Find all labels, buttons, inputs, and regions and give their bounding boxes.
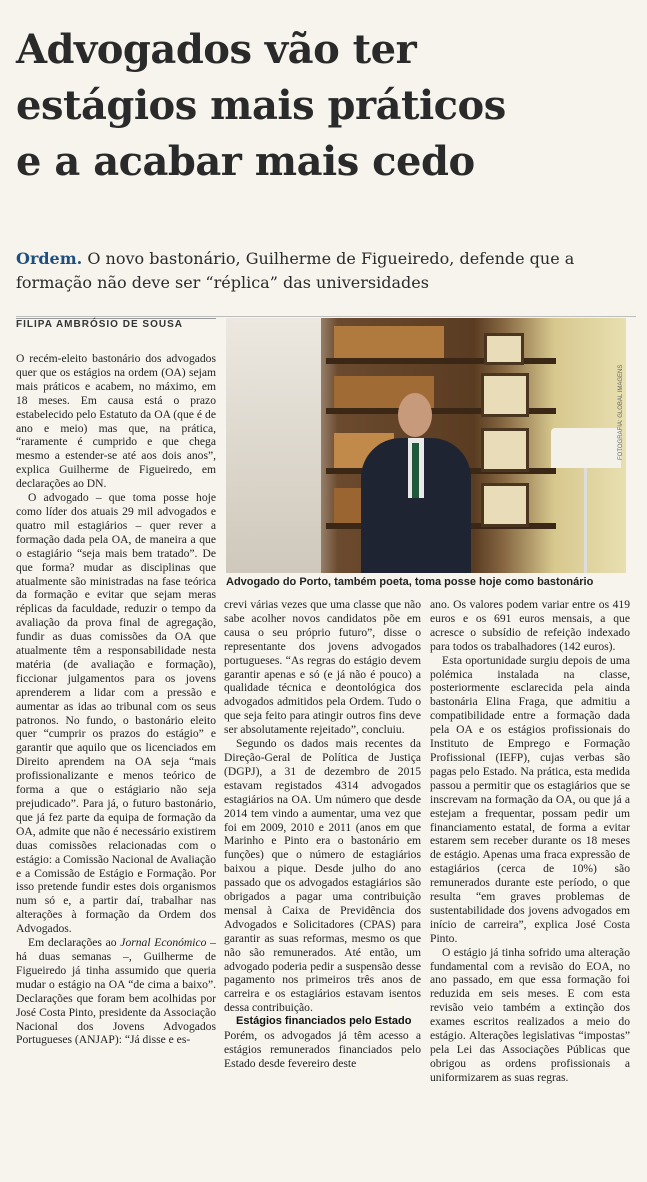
paragraph: O advogado – que toma posse hoje como líder dos atuais 29 mil advogados e quatro mil estagiários – quer rever a formação dada pela OA, de maneira a que o estagiário “seja mais bem tratado”. De que forma? mudar as disciplinas que atualmente são ministradas na fase teórica da formação e evitar que sejam meras réplicas da faculdade, reduzir o tempo da avaliação da prova final de agregação, fundir as duas comissões da OA que atualmente têm a responsabilidade nesta matéria (de avaliação e formação), ficcionar julgamentos para os jovens aprenderem a lidar com a pressão e aumentar as idas ao tribunal com os seus patronos. No fundo, o bastonário eleito quer “cumprir os prazos do estágio” e garantir que aquilo que os licenciados em Direito aprendem na OA seja “mais profissionalizante e menos teórico de forma a que o estágiario não seja prejudicado”. Para já, o futuro bastonário, que já fez parte da equipa de formação da OA, admite que não é necessário existirem duas comissões relacionadas com o estágio: a Comissão Nacional de Avaliação e a Comissão de Estágio e Formação. Por isso pretende fundir estes dois organismos num só e, a partir daí, trabalhar nas alterações à formação da Ordem dos Advogados. [16, 491, 216, 936]
headline-line-1: Advogados vão ter [16, 26, 417, 73]
picture-frame [481, 483, 529, 527]
lead-text: O novo bastonário, Guilherme de Figueiredo, defende que a formação não deve ser “réplica” das universidades [16, 249, 575, 292]
photo-caption: Advogado do Porto, também poeta, toma posse hoje como bastonário [226, 576, 594, 588]
text-run: – há duas semanas –, Guilherme de Figueiredo já tinha assumido que queria mudar o estágio na OA “de cima a baixo”. Declarações que foram bem acolhidas por José Costa Pinto, presidente da Associação Nacional dos Jovens Advogados Portugueses (ANJAP): “Já disse e es- [16, 936, 216, 1047]
divider [16, 316, 636, 317]
article-column-1 [16, 352, 216, 1172]
byline: FILIPA AMBRÓSIO DE SOUSA [16, 318, 216, 330]
paragraph: ano. Os valores podem variar entre os 419 euros e os 691 euros mensais, a que acresce o subsídio de refeição indexado para todos os trabalhadores (142 euros). [430, 598, 630, 653]
paragraph: crevi várias vezes que uma classe que não sabe acolher novos candidatos põe em causa o seu próprio futuro”, disse o representante dos jovens advogados portugueses. “As regras do estágio devem garantir apenas e só (e já não é pouco) a qualidade técnica e deontológica dos advogados admitidos pela Ordem. Tudo o que seja feito para atingir outros fins deve ser absolutamente rejeitado”, concluiu. [224, 598, 421, 737]
article-column-2 [224, 598, 421, 1174]
paragraph: O recém-eleito bastonário dos advogados quer que os estágios na ordem (OA) sejam mais práticos e acabem, no máximo, em 18 meses. Em causa está o prazo estabelecido pelo Estatuto da OA (que é de ano e meio) mas que, na prática, “raramente é cumprido e que chega mesmo a estender-se até aos dois anos”, explica Guilherme de Figueiredo, em declarações ao DN. [16, 352, 216, 491]
text-run: Em declarações ao [28, 936, 121, 950]
article-column-3 [430, 598, 630, 1174]
paragraph: O estágio já tinha sofrido uma alteração fundamental com a revisão do EOA, no ano passado, em que essa formação foi reduzida em seis meses. E com esta revisão veio também a extinção dos exames escritos realizados a meio do estágio. Alterações legislativas “impostas” pela Lei das Associações Públicas que obrigou as ordens profissionais a uniformizarem as suas regras. [430, 945, 630, 1084]
newspaper-name: Jornal Económico [120, 936, 207, 950]
lead-paragraph [16, 247, 636, 295]
headline [16, 22, 636, 190]
article-photo [226, 318, 626, 573]
headline-line-2: estágios mais práticos [16, 82, 506, 129]
curtain [226, 318, 321, 573]
lead-kicker: Ordem. [16, 249, 83, 268]
picture-frame [484, 333, 524, 365]
person-head [398, 393, 432, 437]
paragraph: Esta oportunidade surgiu depois de uma polémica instalada na classe, posteriormente esclarecida pela ainda bastonária Elina Fraga, que admitiu a compatibilidade entre a formação dada pela OA e os estágios profissionais do Instituto de Emprego e Formação Profissional (IEFP), cujas verbas são pagas pelo Estado. Na prática, esta medida passou a permitir que os estagiários que se inscrevam na formação da OA, ou que já a estejam a frequentar, possam pedir um financiamento estatal, de forma a evitar estarem sem receber durante os 18 meses de estágio. Apenas uma fraca expressão de estagiários (cerca de 10%) são remunerados durante este período, o que resulta “em graves problemas de sustentabilidade dos jovens advogados em início de carreira”, explica José Costa Pinto. [430, 653, 630, 945]
person-tie [412, 443, 419, 498]
books [334, 326, 444, 358]
lamp [551, 428, 621, 468]
paragraph: Porém, os advogados já têm acesso a estágios remunerados financiados pelo Estado desde fevereiro deste [224, 1029, 421, 1070]
paragraph [16, 936, 216, 1047]
picture-frame [481, 428, 529, 472]
paragraph: Segundo os dados mais recentes da Direção-Geral de Política de Justiça (DGPJ), a 31 de dezembro de 2015 estavam registados 4314 advogados estagiários na OA. Um número que desde 2014 tem vindo a aumentar, uma vez que foi em 2009, 2010 e 2011 (anos em que Marinho e Pinto era o bastonário em funções) que o número de estagiários baixou a pique. Desde julho do ano passado que os advogados estagiários são obrigados a pagar uma contribuição mensal à Caixa de Previdência dos Advogados e Solicitadores (CPAS) para garantir as suas reformas, mesmo os que não são remunerados. Até então, um advogado poderia pedir a suspensão desse pagamento nos primeiros três anos de carreira e os estagiários estavam isentos dessa contribuição. [224, 737, 421, 1015]
photo-credit: FOTOGRAFIA: GLOBAL IMAGENS [618, 364, 624, 460]
headline-line-3: e a acabar mais cedo [16, 138, 475, 185]
lamp-stand [584, 468, 587, 573]
picture-frame [481, 373, 529, 417]
subheading: Estágios financiados pelo Estado [236, 1015, 412, 1028]
